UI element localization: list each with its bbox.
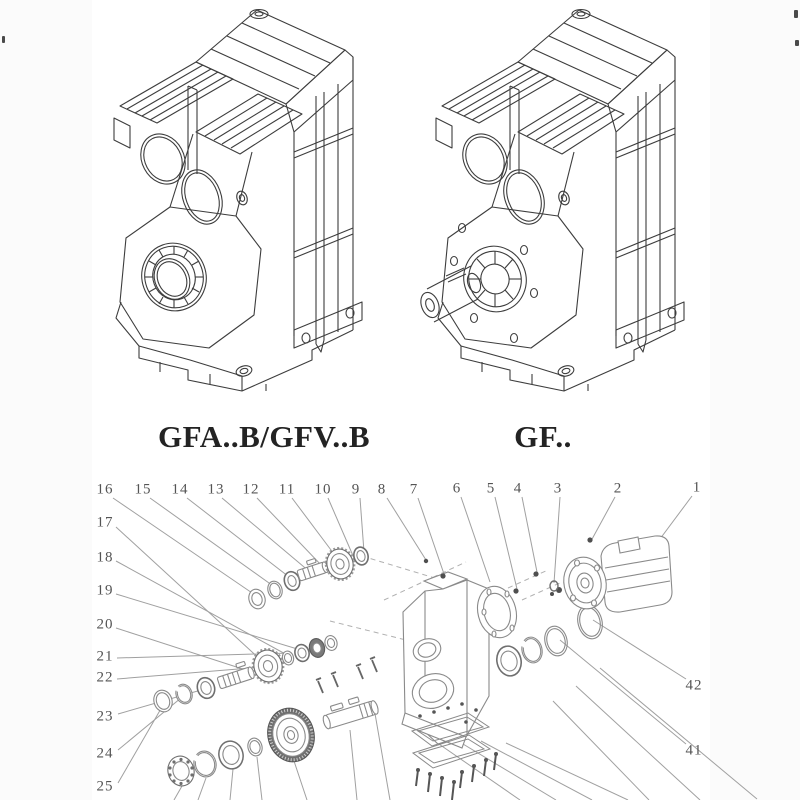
callout-25: 25 [96, 778, 114, 795]
output-shaft-and-cover [418, 224, 538, 343]
callout-22: 22 [96, 669, 114, 686]
callout-14: 14 [171, 481, 189, 498]
callout-42: 42 [685, 677, 703, 694]
callout-24: 24 [96, 745, 114, 762]
figure-title-right: GF.. [514, 419, 572, 454]
callout-8: 8 [377, 481, 387, 498]
callout-6: 6 [452, 480, 462, 497]
callout-41: 41 [685, 742, 703, 759]
callout-15: 15 [134, 481, 152, 498]
stud-bolts [316, 657, 377, 693]
callout-7: 7 [409, 481, 419, 498]
figure-title-left: GFA..B/GFV..B [157, 419, 371, 454]
drawing-hollow-shaft-reducer [114, 10, 362, 392]
callout-20: 20 [96, 616, 114, 633]
input-shaft [295, 555, 329, 581]
exploded-diagram [113, 496, 757, 800]
callout-19: 19 [96, 582, 114, 599]
motor [559, 536, 672, 613]
output-shaft [320, 692, 380, 729]
callout-11: 11 [278, 481, 296, 498]
callout-21: 21 [96, 648, 114, 665]
drawing-solid-shaft-reducer [418, 10, 684, 392]
callout-9: 9 [351, 481, 361, 498]
callout-17: 17 [96, 514, 114, 531]
callout-23: 23 [96, 708, 114, 725]
callout-2: 2 [613, 480, 623, 497]
callout-3: 3 [553, 480, 563, 497]
callout-16: 16 [96, 481, 114, 498]
callout-5: 5 [486, 480, 496, 497]
callout-18: 18 [96, 549, 114, 566]
callout-10: 10 [314, 481, 332, 498]
callout-4: 4 [513, 480, 523, 497]
callout-13: 13 [207, 481, 225, 498]
hollow-shaft-bearing [132, 234, 215, 320]
housing [402, 572, 489, 748]
input-shaft-parts [246, 545, 370, 611]
callout-12: 12 [242, 481, 260, 498]
callout-1: 1 [692, 479, 702, 496]
intermediate-pinion-shaft [215, 660, 256, 689]
